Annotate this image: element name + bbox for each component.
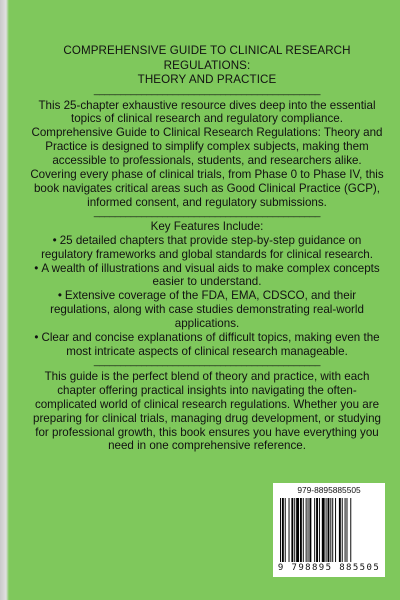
feature-text: Extensive coverage of the FDA, EMA, CDSCO, and their regulations, along with case studies demonstrating real-world applications. xyxy=(50,289,364,331)
feature-item xyxy=(28,331,386,359)
book-title xyxy=(28,44,386,88)
separator-3: ___________________________________________ xyxy=(93,355,321,367)
features-list xyxy=(28,234,386,359)
barcode-icon xyxy=(280,498,378,562)
separator-2: ___________________________________________ xyxy=(93,206,321,218)
closing-paragraph: This guide is the perfect blend of theory and practice, with each chapter offering practical insights into navigating the often-complicated world of clinical research regulations. Whether you are preparing for clinical trials, managing drug development, or studying for professional growth, this book ensures you have everything you need in one comprehensive reference. xyxy=(33,369,381,453)
feature-text: 25 detailed chapters that provide step-by-step guidance on regulatory frameworks and global standards for clinical research. xyxy=(41,233,373,261)
intro-paragraph: This 25-chapter exhaustive resource dives deep into the essential topics of clinical research and regulatory compliance. xyxy=(38,98,376,126)
feature-item xyxy=(28,262,386,290)
title-line-1: COMPREHENSIVE GUIDE TO CLINICAL RESEARCH xyxy=(63,44,351,57)
feature-item xyxy=(28,289,386,331)
description-paragraph: Comprehensive Guide to Clinical Research Regulations: Theory and Practice is designed to simplify complex subjects, making them accessible to professionals, students, and researchers alike. Covering every phase of clinical trials, from Phase 0 to Phase IV, this book navigates critical areas such as Good Clinical Practice (GCP), informed consent, and regulatory submissions. xyxy=(30,126,384,209)
isbn-barcode xyxy=(273,483,385,577)
title-line-2: REGULATIONS: xyxy=(163,58,251,72)
barcode-digits: 9 798895 885505 xyxy=(277,563,381,573)
feature-text: A wealth of illustrations and visual aids to make complex concepts easier to understand. xyxy=(41,261,380,289)
bullet-icon: • xyxy=(57,289,62,303)
bullet-icon: • xyxy=(52,233,57,247)
bullet-icon: • xyxy=(34,261,39,275)
isbn-number: 979-8895885505 xyxy=(297,485,361,495)
feature-item xyxy=(28,234,386,262)
feature-text: Clear and concise explanations of difficult topics, making even the most intricate aspects of clinical research manageable. xyxy=(41,331,380,358)
cover-text-block xyxy=(28,44,386,453)
separator-1: ___________________________________________ xyxy=(93,84,321,96)
bullet-icon: • xyxy=(34,331,39,345)
title-line-3: THEORY AND PRACTICE xyxy=(137,73,277,86)
features-heading: Key Features Include: xyxy=(150,219,264,233)
